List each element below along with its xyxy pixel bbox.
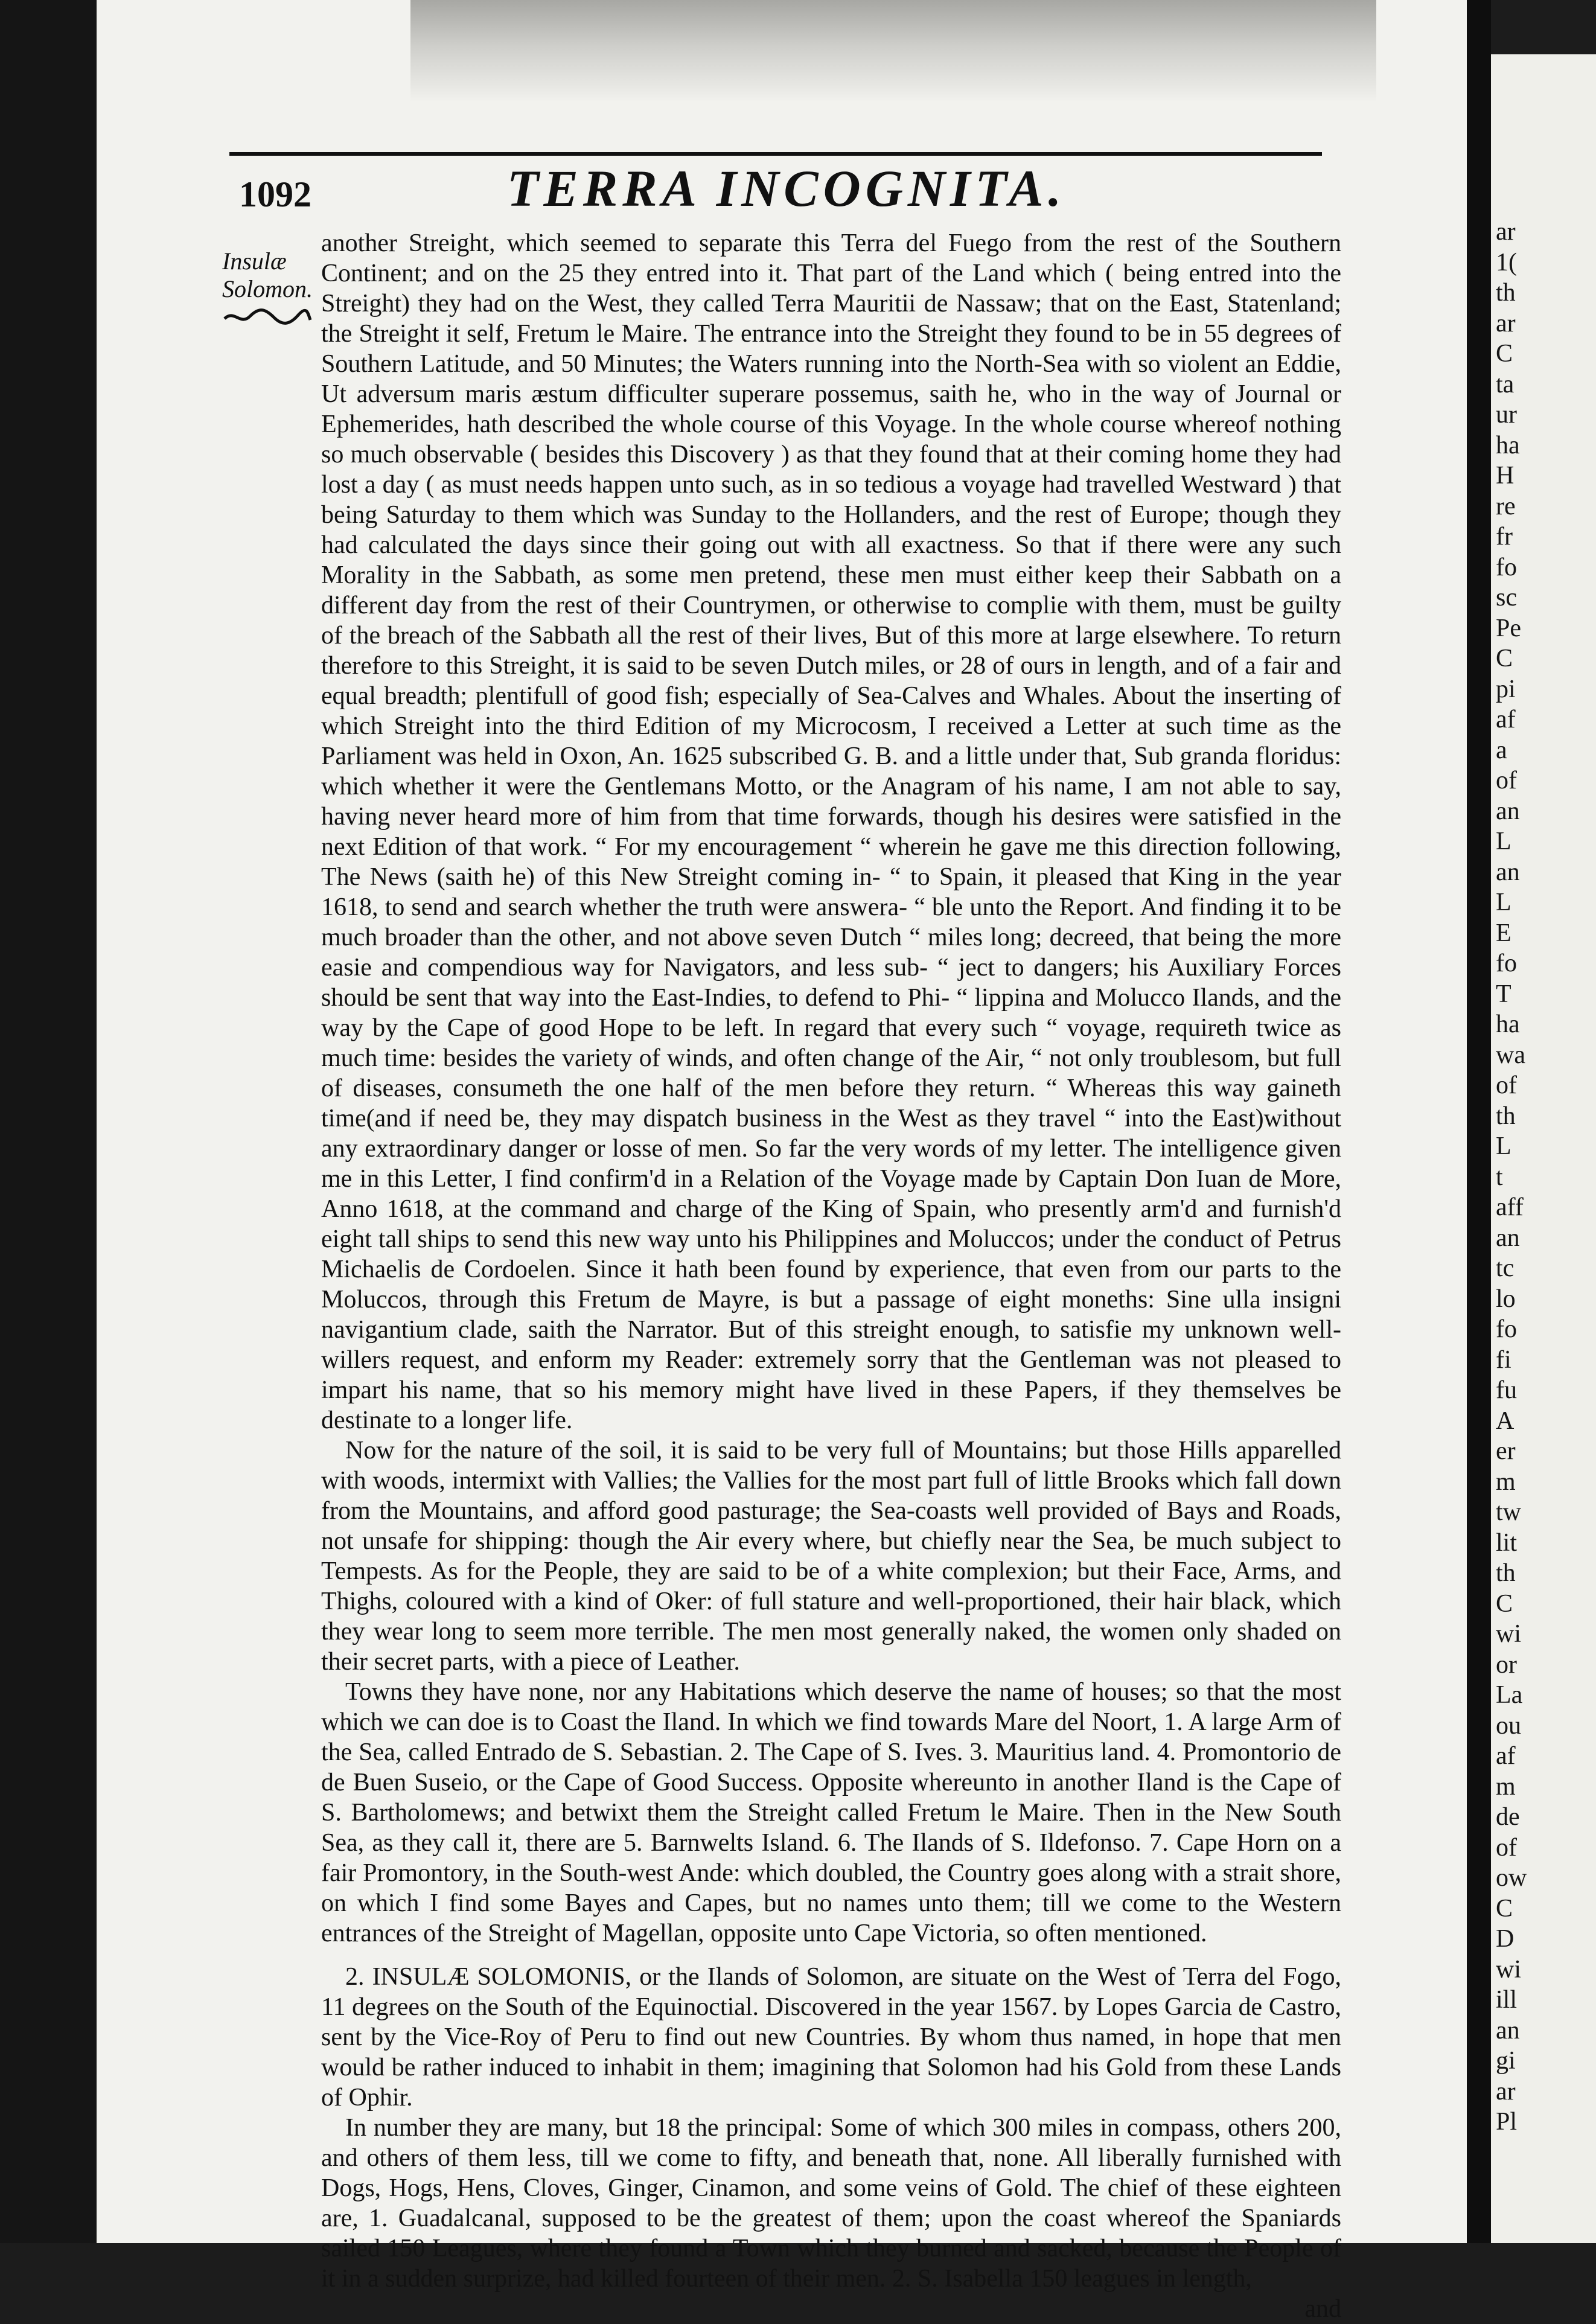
facing-page-fragment-line: C (1496, 340, 1513, 368)
facing-page-fragment-line: L (1496, 889, 1511, 916)
facing-page-fragment-line: er (1496, 1437, 1516, 1465)
facing-page-fragment-line: aff (1496, 1193, 1524, 1221)
facing-page-fragment-line: D (1496, 1925, 1515, 1953)
scan-left-edge (0, 0, 97, 2243)
facing-page-fragment-line: ar (1496, 309, 1516, 337)
facing-page-fragment-line: or (1496, 1650, 1517, 1679)
facing-page-fragment-line: fr (1496, 523, 1513, 551)
facing-page-fragment-line: gi (1496, 2047, 1516, 2075)
facing-page-fragment-line: a (1496, 736, 1507, 764)
facing-page-fragment-line: ou (1496, 1711, 1521, 1740)
facing-page-fragment-line: Pe (1496, 614, 1521, 642)
top-stain (410, 0, 1376, 103)
facing-page-fragment-line: th (1496, 1559, 1516, 1587)
facing-page-fragment-line: fi (1496, 1346, 1511, 1374)
facing-page-fragment-line: La (1496, 1681, 1523, 1709)
facing-page-fragment-line: m (1496, 1467, 1516, 1496)
running-title: TERRA INCOGNITA. (507, 159, 1067, 217)
header-rule (229, 152, 1322, 156)
facing-page-fragment-line: wi (1496, 1620, 1521, 1648)
facing-page-fragment-line: Pl (1496, 2108, 1518, 2136)
facing-page-fragment-line: th (1496, 1102, 1516, 1130)
facing-page-fragment-line: L (1496, 828, 1511, 855)
facing-page-fragment-line: an (1496, 1224, 1520, 1252)
paragraph-5: In number they are many, but 18 the principal: Some of which 300 miles in compass, others 200, and others of them less, till we come to fifty, and beneath that, none. All liberally furnished with Dogs, Hogs, Hens, Cloves, Ginger, Cinamon, and some veins of Gold. The chief of these eighteen are, 1. Guadalcanal, supposed to be the greatest of them; upon the coast whereof the Spaniards sailed 150 Leagues, where they found a Town which they burned and sacked, because the People of it in a sudden surprize, had killed fourteen of their men. 2. S. Isabella 150 leagues in length, (321, 2114, 1341, 2293)
catchword: and (1304, 2295, 1341, 2323)
facing-page-fragment-line: an (1496, 858, 1520, 886)
book-gutter (1467, 0, 1491, 2243)
facing-page-fragment-line: C (1496, 1589, 1513, 1618)
facing-page-fragment-line: ta (1496, 370, 1515, 398)
facing-page-fragment-line: af (1496, 1742, 1516, 1770)
facing-page-fragment-line: tw (1496, 1498, 1521, 1526)
facing-page-fragment-line: E (1496, 919, 1511, 947)
facing-page-fragment-line: H (1496, 462, 1515, 490)
margin-note-line-2: Solomon. (222, 275, 313, 302)
facing-page-fragment-line: ar (1496, 218, 1516, 246)
facing-page-fragment-line: of (1496, 767, 1517, 794)
facing-page-fragment-line: wa (1496, 1041, 1525, 1069)
facing-page-fragment-line: fo (1496, 950, 1517, 977)
facing-page-fragment-line: fo (1496, 1315, 1517, 1343)
facing-page-fragment-line: fu (1496, 1376, 1517, 1404)
facing-page-fragment-line: ar (1496, 2077, 1516, 2105)
facing-page-fragment-line: m (1496, 1772, 1516, 1801)
facing-page-fragment-line: ill (1496, 1986, 1518, 2014)
facing-page-fragment-line: ow (1496, 1864, 1527, 1892)
facing-page-fragment-line: A (1496, 1406, 1515, 1435)
paragraph-3: Towns they have none, nor any Habitations which deserve the name of houses; so that the most which we can doe is to Coast the Iland. In which we find towards Mare del Noort, 1. A large Arm of the Sea, called Entrado de S. Sebastian. 2. The Cape of S. Ives. 3. Mauritius land. 4. Promontorio de de Buen Suseio, or the Cape of Good Success. Opposite whereunto in another Iland is the Cape of S. Bartholomews; and betwixt them the Streight called Fretum le Maire. Then in the New South Sea, as they call it, there are 5. Barnwelts Island. 6. The Ilands of S. Ildefonso. 7. Cape Horn on a fair Promontory, in the South-west Ande: which doubled, the Country goes along with a strait shore, on which I find some Bayes and Capes, but no names unto them; till we come to the Western entrances of the Streight of Magellan, opposite unto Cape Victoria, so often mentioned. (321, 1678, 1341, 1947)
facing-page-fragment-line: T (1496, 980, 1511, 1008)
facing-page-fragment-line: lit (1496, 1528, 1518, 1557)
facing-page-fragment-line: lo (1496, 1285, 1516, 1313)
facing-page-fragment-line: C (1496, 645, 1513, 672)
facing-page-fragment-line: an (1496, 2016, 1520, 2045)
facing-page-fragment-line: ha (1496, 431, 1520, 459)
margin-note-line-1: Insulæ (222, 247, 287, 275)
facing-page-fragment-line: tc (1496, 1254, 1515, 1282)
facing-page-fragment-line: sc (1496, 584, 1517, 611)
paragraph-2: Now for the nature of the soil, it is said to be very full of Mountains; but those Hills apparelled with woods, intermixt with Vallies; the Vallies for the most part full of little Brooks which fall down from the Mountains, and afford good pasturage; the Sea-coasts well provided of Bays and Roads, not unsafe for shipping: though the Air every where, but chiefly near the Sea, be much subject to Tempests. As for the People, they are said to be of a white complexion; but their Face, Arms, and Thighs, coloured with a kind of Oker: of full stature and well-proportioned, their hair black, which they wear long to seem more terrible. The men most generally naked, the women only shaded on their secret parts, with a piece of Leather. (321, 1437, 1341, 1676)
facing-page-fragment-line: of (1496, 1833, 1517, 1862)
facing-page-fragment-line: L (1496, 1132, 1511, 1160)
facing-page-fragment-line: th (1496, 279, 1516, 307)
body-text (321, 228, 1341, 2324)
facing-page-fragment-line: C (1496, 1894, 1513, 1923)
facing-page-fragment-line: fo (1496, 553, 1517, 581)
facing-page-fragment-line: af (1496, 706, 1516, 733)
margin-note (222, 247, 313, 326)
facing-page-fragment-line: pi (1496, 675, 1516, 703)
facing-page-fragment-line: wi (1496, 1955, 1521, 1984)
flourish-ornament (222, 308, 313, 326)
facing-page-fragment-line: an (1496, 797, 1520, 825)
paragraph-insulae-solomonis: 2. INSULÆ SOLOMONIS, or the Ilands of Solomon, are situate on the West of Terra del Fogo, 11 degrees on the South of the Equinoctial. Discovered in the year 1567. by Lopes Garcia de Castro, sent by the Vice-Roy of Peru to find out new Countries. By whom thus named, in hope that men would be rather induced to inhabit in them; imagining that Solomon had his Gold from these Lands of Ophir. (321, 1963, 1341, 2112)
facing-page-fragment-line: de (1496, 1803, 1520, 1831)
facing-page-fragment-line: t (1496, 1163, 1503, 1191)
paragraph-1: another Streight, which seemed to separate this Terra del Fuego from the rest of the Southern Continent; and on the 25 they entred into it. That part of the Land which ( being entred into the Streight) they had on the West, they called Terra Mauritii de Nassaw; that on the East, Statenland; the Streight it self, Fretum le Maire. The entrance into the Streight they found to be in 55 degrees of Southern Latitude, and 50 Minutes; the Waters running into the North-Sea with so violent an Eddie, Ut adversum maris æstum difficulter superare possemus, saith he, who in the way of Journal or Ephemerides, hath described the whole course of this Voyage. In the whole course whereof nothing so much observable ( besides this Discovery ) as that they found that at their coming home they had lost a day ( as must needs happen unto such, as in so tedious a voyage had travelled Westward ) that being Saturday to them which was Sunday to the Hollanders, and the rest of Europe; though they had calculated the days since their going out with all exactness. So that if there were any such Morality in the Sabbath, as some men pretend, these men must either keep their Sabbath on a different day from the rest of their Countrymen, or otherwise to complie with them, must be guilty of the breach of the Sabbath all the rest of their lives, But of this more at large elsewhere. To return therefore to this Streight, it is said to be seven Dutch miles, or 28 of ours in length, and of a fair and equal breadth; plentifull of good fish; especially of Sea-Calves and Whales. About the inserting of which Streight into the third Edition of my Microcosm, I received a Letter at such time as the Parliament was held in Oxon, An. 1625 subscribed G. B. and a little under that, Sub granda floridus: which whether it were the Gentlemans Motto, or the Anagram of his name, I am not able to say, having never heard more of him from that time forwards, though his desires were satisfied in the next Edition of that work. “ For my encouragement “ wherein he gave me this direction following, The News (saith he) of this New Streight coming in- “ to Spain, it pleased that King in the year 1618, to send and search whether the truth were answera- “ ble unto the Report. And finding it to be much broader than the other, and not above seven Dutch “ miles long; decreed, that being the more easie and compendious way for Navigators, and less sub- “ ject to dangers; his Auxiliary Forces should be sent that way into the East-Indies, to defend to Phi- “ lippina and Molucco Ilands, and the way by the Cape of good Hope to be left. In regard that every such “ voyage, requireth twice as much time: besides the variety of winds, and often change of the Air, “ not only troublesom, but full of diseases, consumeth the one half of the men before they return. “ Whereas this way gaineth time(and if need be, they may dispatch business in the West as they travel “ into the East)without any extraordinary danger or losse of men. So far the very words of my letter. The intelligence given me in this Letter, I find confirm'd in a Relation of the Voyage made by Captain Don Iuan de More, Anno 1618, at the command and charge of the King of Spain, who presently arm'd and furnish'd eight tall ships to send this new way unto his Philippines and Moluccos; under the conduct of Petrus Michaelis de Cordoelen. Since it hath been found by experience, that even from our parts to the Moluccos, through this Fretum de Mayre, is but a passage of eight moneths: Sine ulla insigni navigantium clade, saith the Narrator. But of this streight enough, to satisfie my unknown well-willers request, and enform my Reader: extremely sorry that the Gentleman was not pleased to impart his name, that so his memory might have lived in these Papers, if they themselves be destinate to a longer life. (321, 229, 1341, 1434)
facing-page-fragment-line: ur (1496, 401, 1517, 429)
page-number: 1092 (239, 174, 311, 214)
facing-page-fragment-line: 1( (1496, 248, 1517, 276)
facing-page-fragment-line: of (1496, 1071, 1517, 1099)
facing-page-fragment-line: ha (1496, 1010, 1520, 1038)
facing-page-fragment-line: re (1496, 492, 1516, 520)
